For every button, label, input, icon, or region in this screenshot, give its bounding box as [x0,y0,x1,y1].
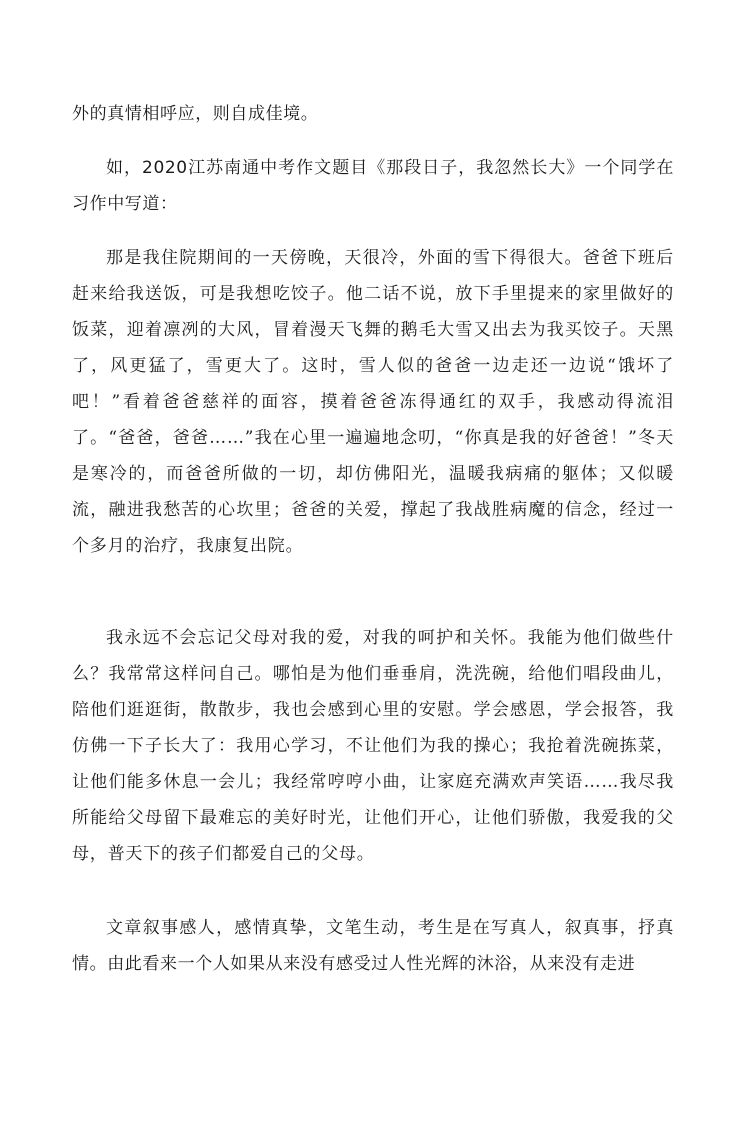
paragraph-example-intro: 如，2020江苏南通中考作文题目《那段日子，我忽然长大》一个同学在习作中写道： [72,158,674,214]
paragraph-quoted-essay-1: 那是我住院期间的一天傍晚，天很冷，外面的雪下得很大。爸爸下班后赶来给我送饭，可是我想吃饺子。他二话不说，放下手里提来的家里做好的饭菜，迎着凛冽的大风，冒着漫天飞舞的鹅毛大雪又出去为我买饺子。天黑了，风更猛了，雪更大了。这时，雪人似的爸爸一边走还一边说“饿坏了吧！”看着爸爸慈祥的面容，摸着爸爸冻得通红的双手，我感动得流泪了。“爸爸，爸爸……”我在心里一遍遍地念叨，“你真是我的好爸爸！”冬天是寒冷的，而爸爸所做的一切，却仿佛阳光，温暖我病痛的躯体；又似暖流，融进我愁苦的心坎里；爸爸的关爱，撑起了我战胜病魔的信念，经过一个多月的治疗，我康复出院。 [72,248,674,556]
paragraph-quoted-essay-2: 我永远不会忘记父母对我的爱，对我的呵护和关怀。我能为他们做些什么？我常常这样问自己。哪怕是为他们垂垂肩，洗洗碗，给他们唱段曲儿，陪他们逛逛街，散散步，我也会感到心里的安慰。学会感恩，学会报答，我仿佛一下子长大了：我用心学习，不让他们为我的操心；我抢着洗碗拣菜，让他们能多休息一会儿；我经常哼哼小曲，让家庭充满欢声笑语……我尽我所能给父母留下最难忘的美好时光，让他们开心，让他们骄傲，我爱我的父母，普天下的孩子们都爱自己的父母。 [72,628,674,864]
paragraph-continuation: 外的真情相呼应，则自成佳境。 [72,104,319,124]
paragraph-commentary: 文章叙事感人，感情真挚，文笔生动，考生是在写真人，叙真事，抒真情。由此看来一个人如果从来没有感受过人性光辉的沐浴，从来没有走进 [72,918,674,974]
